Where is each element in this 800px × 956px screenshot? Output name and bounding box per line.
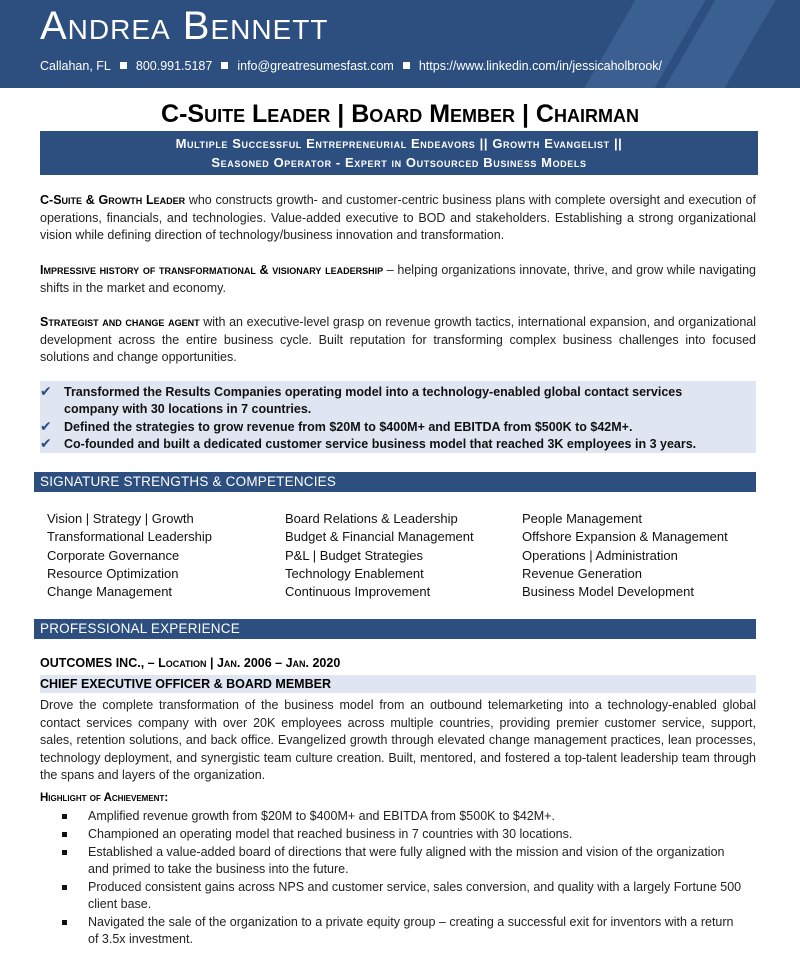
competency-item: P&L | Budget Strategies [285,547,424,563]
highlight-label: Highlight of Achievement: [40,792,169,804]
section-header-experience: PROFESSIONAL EXPERIENCE [34,619,756,639]
highlight-list [62,808,742,949]
company-name: OUTCOMES INC., [40,656,145,670]
square-bullet-icon [62,920,67,925]
competency-item: Technology Enablement [285,565,424,581]
achievement-text: Defined the strategies to grow revenue from $20M to $400M+ and EBITDA from $500K to $42M+. [64,420,633,434]
contact-location: Callahan, FL [40,59,111,73]
summary-lead: C-Suite & Growth Leader [40,193,186,207]
list-item [62,808,742,825]
contact-linkedin[interactable]: https://www.linkedin.com/in/jessicaholbrook/ [418,59,663,73]
highlight-text: Navigated the sale of the organization to a private equity group – creating a successful exit for inventors with a return of 3.5x investment. [88,915,734,946]
subhead-box [40,131,758,175]
achievement-text: Transformed the Results Companies operating model into a technology-enabled global contact services company with 30 locations in 7 countries. [64,385,683,416]
role-title: CHIEF EXECUTIVE OFFICER & BOARD MEMBER [40,675,756,693]
highlight-text: Produced consistent gains across NPS and customer service, sales conversion, and quality with a largely Fortune 500 client base. [88,880,742,911]
subhead-line-2: Seasoned Operator - Expert in Outsourced Business Models [211,155,587,170]
contact-line [40,59,662,73]
competency-item: Vision | Strategy | Growth [47,511,194,526]
square-bullet-icon [403,62,410,69]
company-location-dates: – Location | Jan. 2006 – Jan. 2020 [144,656,341,670]
summary-lead: Impressive history of transformational & visionary leadership [40,263,384,277]
competency-item: Resource Optimization [47,565,179,581]
summary-lead: Strategist and change agent [40,315,200,329]
summary-text: with an executive-level grasp on revenue growth tactics, international expansion, and organizational development across the entire business cycle. Built reputation for transforming complex business challenges into focused solutions and change opportunities. [40,315,757,364]
highlight-text: Championed an operating model that reached business in 7 countries with 30 locations. [88,827,573,841]
summary-paragraph-2 [40,262,756,297]
checkmark-icon: ✔ [40,418,52,434]
list-item [62,826,742,843]
competency-item: Offshore Expansion & Management [522,529,728,545]
competency-item: Transformational Leadership [47,529,212,545]
achievement-item [40,384,756,418]
achievement-text: Co-founded and built a dedicated customer service business model that reached 3K employees in 3 years. [64,437,697,451]
summary-paragraph-1 [40,192,756,245]
square-bullet-icon [221,62,228,69]
competency-item: People Management [522,511,642,526]
achievements-box [40,381,756,453]
highlight-text: Amplified revenue growth from $20M to $400M+ and EBITDA from $500K to $42M+. [88,809,555,823]
checkmark-icon: ✔ [40,383,52,399]
competency-item: Continuous Improvement [285,584,431,600]
square-bullet-icon [120,62,127,69]
headline: C-Suite Leader | Board Member | Chairman [161,100,639,128]
list-item [62,844,742,878]
section-header-competencies: SIGNATURE STRENGTHS & COMPETENCIES [34,472,756,492]
competency-item: Operations | Administration [522,547,678,563]
competency-item: Change Management [47,584,173,600]
candidate-name: Andrea Bennett [40,4,329,48]
header-band [0,0,800,88]
checkmark-icon: ✔ [40,435,52,451]
list-item [62,914,742,948]
competency-item: Business Model Development [522,584,694,600]
square-bullet-icon [62,814,67,819]
list-item [62,879,742,913]
summary-paragraph-3 [40,314,756,367]
company-line [40,656,340,670]
competency-column-2 [285,510,474,601]
achievement-item [40,436,756,453]
square-bullet-icon [62,850,67,855]
role-description: Drove the complete transformation of the business model from an outbound telemarketing into a technology-enabled global contact services company with over 20K employees across multiple countries, providing premier customer service, support, sales, retention solutions, and back office. Evangelized growth through elevated change management practices, lean processes, technology deployment, and synergistic team culture creation. Built, mentored, and fostered a top-talent leadership team through the spans and layers of the organization. [40,698,756,782]
highlight-text: Established a value-added board of directions that were fully aligned with the mission and vision of the organization and primed to take the business into the future. [88,845,725,876]
competency-item: Board Relations & Leadership [285,511,458,526]
competency-item: Revenue Generation [522,565,642,581]
achievement-item [40,419,756,436]
competency-column-1 [47,510,212,601]
summary-text: – helping organizations innovate, thrive, and grow while navigating shifts in the market and economy. [40,263,756,295]
square-bullet-icon [62,832,67,837]
competency-item: Corporate Governance [47,547,180,563]
subhead-line-1: Multiple Successful Entrepreneurial Endeavors || Growth Evangelist || [175,136,623,151]
summary-text: who constructs growth- and customer-centric business plans with complete oversight and execution of operations, financials, and technologies. Value-added executive to BOD and stakeholders. Establishing a strong organizational vision while defining direction of technology/business innovation and transformation. [40,193,757,242]
square-bullet-icon [62,885,67,890]
contact-phone[interactable]: 800.991.5187 [135,59,213,73]
contact-email[interactable]: info@greatresumesfast.com [237,59,394,73]
competency-column-3 [522,510,728,601]
competency-item: Budget & Financial Management [285,529,474,545]
